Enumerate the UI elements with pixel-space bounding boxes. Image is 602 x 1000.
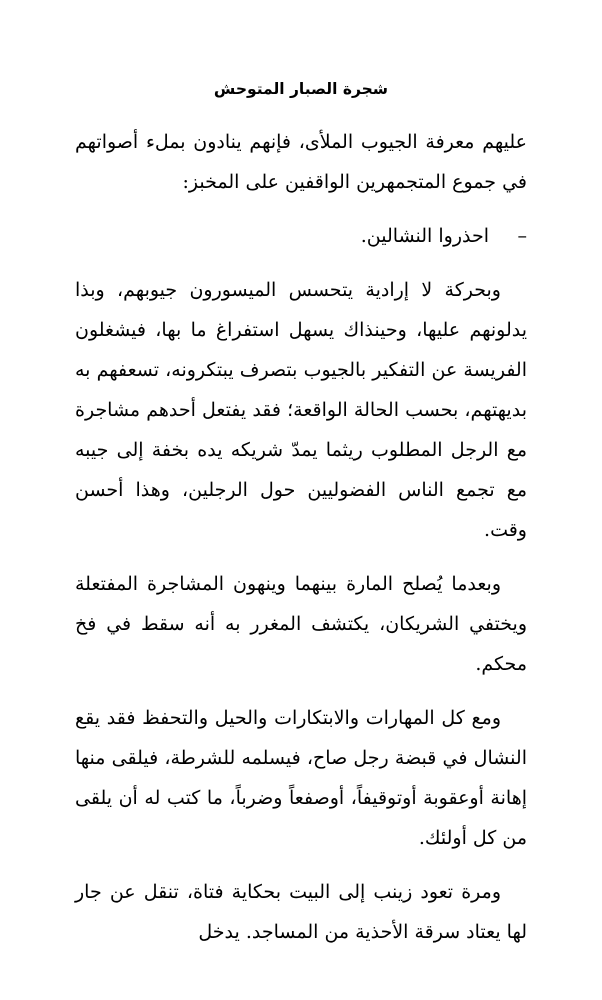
dialogue-text: احذروا النشالين. (360, 225, 489, 247)
paragraph-1: عليهم معرفة الجيوب الملأى، فإنهم ينادون بملء أصواتهم في جموع المتجمهرين الواقفين على المخبز: (75, 131, 527, 193)
dialogue-line (75, 216, 527, 256)
paragraph-4: وبعدما يُصلح المارة بينهما وينهون المشاجرة المفتعلة ويختفي الشريكان، يكتشف المغرر به أنه سقط في فخ محكم. (75, 573, 527, 675)
paragraph-3: وبحركة لا إرادية يتحسس الميسورون جيوبهم، وبذا يدلونهم عليها، وحينذاك يسهل استفراغ ما بها، فيشغلون الفريسة عن التفكير بالجيوب بتصرف يبتكرونه، تسعفهم به بديهتهم، بحسب الحالة الواقعة؛ فقد يفتعل أحدهم مشاجرة مع الرجل المطلوب ريثما يمدّ شريكه يده بخفة إلى جيبه مع تجمع الناس الفضوليين حول الرجلين، وهذا أحسن وقت. (75, 279, 527, 541)
paragraph-6: ومرة تعود زينب إلى البيت بحكاية فتاة، تنقل عن جار لها يعتاد سرقة الأحذية من المساجد. يدخل (75, 881, 527, 943)
dialogue-dash: – (517, 225, 527, 247)
page-title: شجرة الصبار المتوحش (213, 80, 389, 98)
paragraph-5: ومع كل المهارات والابتكارات والحيل والتحفظ فقد يقع النشال في قبضة رجل صاح، فيسلمه للشرطة، فيلقى منها إهانة أوعقوبة أوتوقيفاً، أوصفعاً وضرباً، ما كتب له أن يلقى من كل أولئك. (75, 707, 527, 849)
